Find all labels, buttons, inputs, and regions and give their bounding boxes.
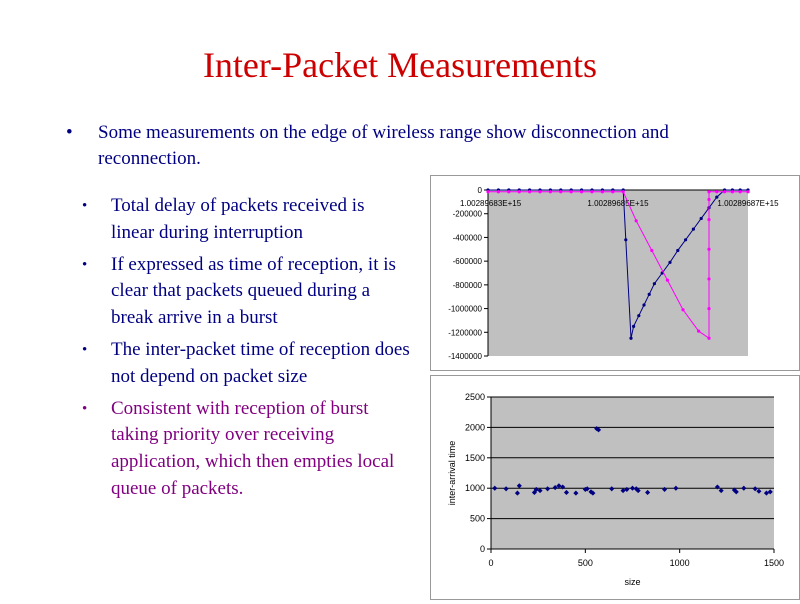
x-tick-label: 1.00289687E+15	[717, 199, 779, 208]
data-point	[650, 249, 653, 252]
inter-arrival-chart-svg	[431, 376, 799, 599]
sub-bullet-4	[82, 396, 412, 503]
data-point	[653, 282, 656, 285]
data-point	[497, 190, 500, 193]
y-tick-label: -1000000	[448, 304, 482, 314]
data-point	[707, 337, 710, 340]
data-point	[681, 308, 684, 311]
delay-chart	[430, 175, 800, 371]
plot-area	[491, 397, 774, 549]
y-tick-label: -1400000	[448, 352, 482, 361]
data-point	[507, 190, 510, 193]
inter-arrival-chart	[430, 375, 800, 600]
sub-bullet-text: Consistent with reception of burst taking priority over receiving application, which then empties local queue of packets.	[111, 397, 395, 499]
y-tick-label: -1200000	[448, 328, 482, 338]
data-point	[635, 219, 638, 222]
data-point	[707, 190, 710, 193]
data-point	[707, 277, 710, 280]
y-tick-label: -200000	[452, 209, 482, 219]
x-axis-label: size	[624, 577, 641, 587]
y-tick-label: -800000	[452, 280, 482, 290]
data-point	[668, 261, 671, 264]
sub-bullet-2	[82, 252, 412, 332]
data-point	[676, 249, 679, 252]
data-point	[538, 190, 541, 193]
sub-bullet-1	[82, 193, 412, 247]
data-point	[580, 190, 583, 193]
data-point	[629, 337, 632, 340]
data-point	[692, 228, 695, 231]
data-point	[707, 218, 710, 221]
data-point	[559, 190, 562, 193]
data-point	[715, 190, 718, 193]
y-tick-label: -400000	[452, 233, 482, 243]
y-axis-label: inter-arrival time	[447, 440, 457, 506]
main-bullet-text: Some measurements on the edge of wireless range show disconnection and reconnection.	[98, 122, 669, 169]
bullet-glyph: •	[82, 341, 88, 358]
data-point	[570, 190, 573, 193]
data-point	[528, 190, 531, 193]
data-point	[622, 190, 625, 193]
data-point	[739, 190, 742, 193]
sub-bullet-text: If expressed as time of reception, it is clear that packets queued during a break arrive in a burst	[111, 253, 396, 329]
sub-bullet-text: The inter-packet time of reception does not depend on packet size	[111, 338, 410, 387]
sub-bullet-list	[82, 193, 412, 508]
bullet-glyph: •	[82, 400, 88, 417]
x-tick-label: 1500	[763, 558, 785, 568]
x-tick-label: 1000	[669, 558, 690, 568]
sub-bullet-3	[82, 337, 412, 391]
bullet-glyph: •	[66, 122, 73, 143]
x-tick-label: 1.00289685E+15	[587, 199, 649, 208]
slide-title: Inter-Packet Measurements	[202, 45, 598, 85]
data-point	[707, 198, 710, 201]
data-point	[590, 190, 593, 193]
y-tick-label: 2000	[464, 422, 485, 433]
data-point	[518, 190, 521, 193]
data-point	[624, 238, 627, 241]
y-tick-label: 500	[469, 513, 485, 524]
data-point	[549, 190, 552, 193]
data-point	[601, 190, 604, 193]
x-tick-label: 500	[577, 558, 593, 568]
data-point	[486, 190, 489, 193]
bullet-glyph: •	[82, 198, 88, 214]
bullet-glyph: •	[82, 256, 88, 273]
data-point	[707, 307, 710, 310]
data-point	[723, 190, 726, 193]
data-point	[700, 217, 703, 220]
data-point	[697, 330, 700, 333]
data-point	[648, 293, 651, 296]
data-point	[632, 325, 635, 328]
data-point	[666, 279, 669, 282]
y-tick-label: 0	[477, 186, 482, 195]
y-tick-label: 0	[479, 544, 485, 554]
data-point	[707, 248, 710, 251]
data-point	[642, 303, 645, 306]
y-tick-label: 1500	[464, 452, 485, 463]
data-point	[611, 190, 614, 193]
data-point	[715, 196, 718, 199]
delay-chart-svg	[431, 176, 799, 370]
y-tick-label: 2500	[464, 392, 485, 402]
data-point	[684, 238, 687, 241]
x-tick-label: 0	[488, 558, 494, 568]
data-point	[637, 314, 640, 317]
sub-bullet-text: Total delay of packets received is linear during interruption	[111, 195, 365, 243]
y-tick-label: -600000	[452, 257, 482, 267]
data-point	[731, 190, 734, 193]
data-point	[746, 190, 749, 193]
x-tick-label: 1.00289683E+15	[460, 199, 522, 208]
y-tick-label: 1000	[464, 483, 485, 494]
